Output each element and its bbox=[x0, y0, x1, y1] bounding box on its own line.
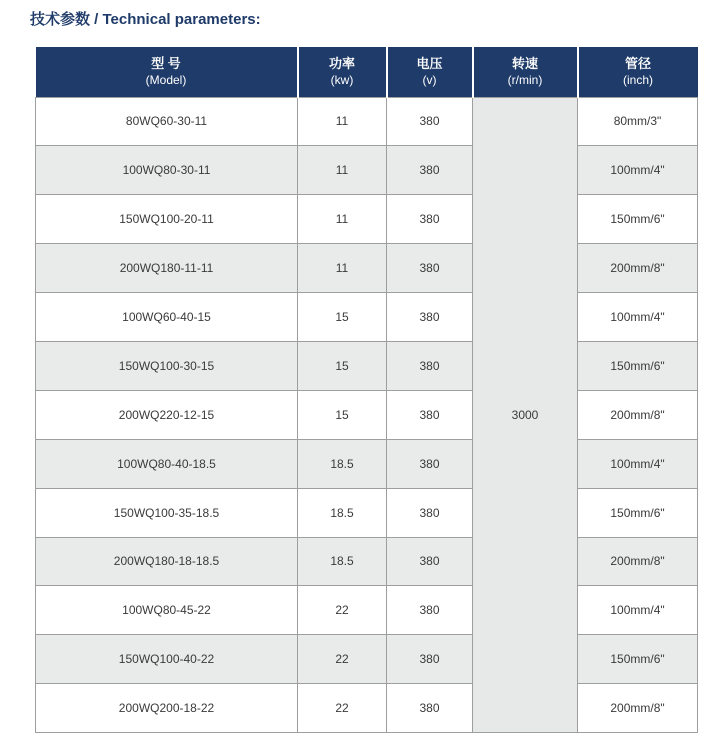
voltage-cell: 380 bbox=[387, 244, 473, 293]
table-row bbox=[36, 195, 698, 244]
pipe-cell: 200mm/8" bbox=[578, 684, 698, 733]
pipe-cell: 200mm/8" bbox=[578, 244, 698, 293]
power-cell: 11 bbox=[298, 97, 387, 146]
pipe-cell: 150mm/6" bbox=[578, 635, 698, 684]
voltage-cell: 380 bbox=[387, 537, 473, 586]
column-header-voltage-en: (v) bbox=[422, 73, 437, 88]
voltage-cell: 380 bbox=[387, 684, 473, 733]
table-row bbox=[36, 390, 698, 439]
voltage-cell: 380 bbox=[387, 488, 473, 537]
header-row bbox=[36, 47, 698, 97]
column-header-voltage-zh: 电压 bbox=[416, 56, 443, 72]
power-cell: 18.5 bbox=[298, 488, 387, 537]
speed-merged-cell: 3000 bbox=[473, 97, 578, 733]
voltage-cell: 380 bbox=[387, 97, 473, 146]
voltage-cell: 380 bbox=[387, 635, 473, 684]
column-header-model-en: (Model) bbox=[145, 73, 187, 88]
pipe-cell: 100mm/4" bbox=[578, 146, 698, 195]
model-cell: 150WQ100-40-22 bbox=[36, 635, 298, 684]
table-row bbox=[36, 586, 698, 635]
model-cell: 100WQ80-30-11 bbox=[36, 146, 298, 195]
voltage-cell: 380 bbox=[387, 390, 473, 439]
voltage-cell: 380 bbox=[387, 195, 473, 244]
voltage-cell: 380 bbox=[387, 341, 473, 390]
voltage-cell: 380 bbox=[387, 586, 473, 635]
table-row bbox=[36, 244, 698, 293]
power-cell: 22 bbox=[298, 684, 387, 733]
model-cell: 150WQ100-20-11 bbox=[36, 195, 298, 244]
table-row bbox=[36, 537, 698, 586]
power-cell: 18.5 bbox=[298, 439, 387, 488]
technical-parameters-table bbox=[35, 47, 698, 733]
column-header-speed bbox=[473, 47, 578, 97]
model-cell: 150WQ100-30-15 bbox=[36, 341, 298, 390]
table-row bbox=[36, 97, 698, 146]
model-cell: 200WQ220-12-15 bbox=[36, 390, 298, 439]
column-header-speed-en: (r/min) bbox=[507, 73, 543, 88]
power-cell: 15 bbox=[298, 341, 387, 390]
column-header-pipe-en: (inch) bbox=[622, 73, 653, 88]
column-header-power-zh: 功率 bbox=[328, 56, 355, 72]
model-cell: 80WQ60-30-11 bbox=[36, 97, 298, 146]
power-cell: 22 bbox=[298, 635, 387, 684]
model-cell: 100WQ60-40-15 bbox=[36, 293, 298, 342]
table-row bbox=[36, 341, 698, 390]
voltage-cell: 380 bbox=[387, 439, 473, 488]
model-cell: 100WQ80-45-22 bbox=[36, 586, 298, 635]
column-header-model bbox=[36, 47, 298, 97]
power-cell: 15 bbox=[298, 293, 387, 342]
page-title: 技术参数 / Technical parameters: bbox=[30, 11, 261, 28]
pipe-cell: 100mm/4" bbox=[578, 586, 698, 635]
voltage-cell: 380 bbox=[387, 293, 473, 342]
voltage-cell: 380 bbox=[387, 146, 473, 195]
table-row bbox=[36, 635, 698, 684]
table-row bbox=[36, 684, 698, 733]
column-header-power-en: (kw) bbox=[330, 73, 354, 88]
table-row bbox=[36, 146, 698, 195]
table-row bbox=[36, 439, 698, 488]
pipe-cell: 100mm/4" bbox=[578, 293, 698, 342]
model-cell: 100WQ80-40-18.5 bbox=[36, 439, 298, 488]
pipe-cell: 200mm/8" bbox=[578, 390, 698, 439]
column-header-speed-zh: 转速 bbox=[511, 56, 538, 72]
pipe-cell: 100mm/4" bbox=[578, 439, 698, 488]
power-cell: 22 bbox=[298, 586, 387, 635]
pipe-cell: 150mm/6" bbox=[578, 488, 698, 537]
model-cell: 200WQ180-11-11 bbox=[36, 244, 298, 293]
pipe-cell: 150mm/6" bbox=[578, 195, 698, 244]
table-header bbox=[36, 47, 698, 97]
power-cell: 15 bbox=[298, 390, 387, 439]
column-header-pipe-zh: 管径 bbox=[624, 56, 651, 72]
table-body bbox=[36, 97, 698, 733]
column-header-voltage bbox=[387, 47, 473, 97]
power-cell: 11 bbox=[298, 146, 387, 195]
power-cell: 11 bbox=[298, 195, 387, 244]
column-header-model-zh: 型 号 bbox=[151, 56, 181, 72]
table-row bbox=[36, 488, 698, 537]
power-cell: 18.5 bbox=[298, 537, 387, 586]
model-cell: 150WQ100-35-18.5 bbox=[36, 488, 298, 537]
column-header-pipe bbox=[578, 47, 698, 97]
model-cell: 200WQ200-18-22 bbox=[36, 684, 298, 733]
pipe-cell: 200mm/8" bbox=[578, 537, 698, 586]
pipe-cell: 150mm/6" bbox=[578, 341, 698, 390]
column-header-power bbox=[298, 47, 387, 97]
model-cell: 200WQ180-18-18.5 bbox=[36, 537, 298, 586]
pipe-cell: 80mm/3" bbox=[578, 97, 698, 146]
power-cell: 11 bbox=[298, 244, 387, 293]
table-row bbox=[36, 293, 698, 342]
